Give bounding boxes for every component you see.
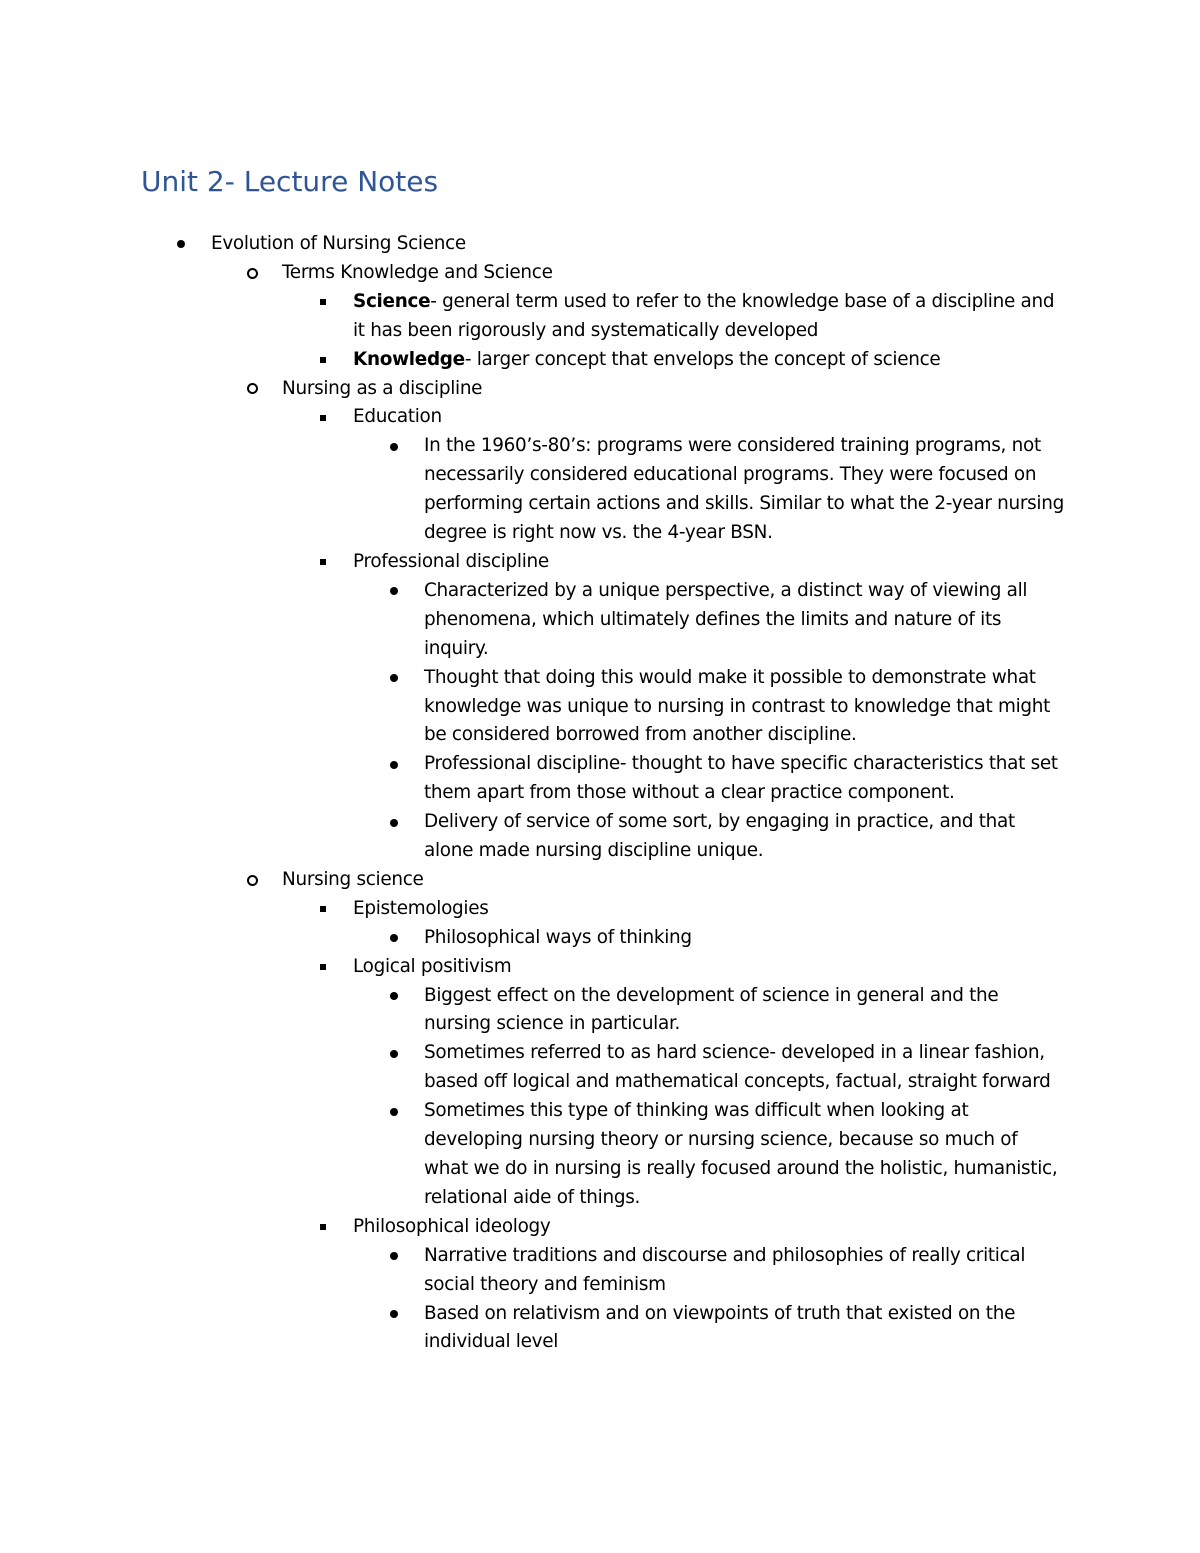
list-item-text: Characterized by a unique perspective, a distinct way of viewing all phenomena, which ultimately defines the limits and nature of its inquiry.: [424, 579, 1028, 659]
list-item-text: Nursing as a discipline: [282, 377, 483, 399]
list-item-text: Sometimes referred to as hard science- developed in a linear fashion, based off logical and mathematical concepts, factual, straight forward: [424, 1042, 1051, 1093]
list-item-level-2: [0, 375, 1060, 404]
list-item-level-3: [0, 895, 1065, 924]
bullet-square-icon: [316, 288, 330, 317]
list-item-text: Based on relativism and on viewpoints of truth that existed on the individual level: [424, 1302, 1016, 1353]
list-item-text: Professional discipline: [353, 550, 549, 572]
list-item-level-4: [0, 1300, 1065, 1358]
list-item-level-4: [0, 750, 1065, 808]
list-item-text: Delivery of service of some sort, by engaging in practice, and that alone made nursing discipline unique.: [424, 811, 1015, 862]
list-item-level-2: [0, 866, 1060, 895]
list-item-text: Evolution of Nursing Science: [211, 233, 466, 254]
bullet-square-icon: [316, 346, 330, 375]
list-item-text: Nursing science: [282, 868, 424, 890]
list-item-text: Professional discipline- thought to have specific characteristics that set them apart from those without a clear practice component.: [424, 753, 1058, 804]
list-item-text: Biggest effect on the development of science in general and the nursing science in particular.: [424, 984, 999, 1035]
list-item-level-3: [0, 403, 1065, 432]
bullet-square-icon: [316, 895, 330, 924]
bullet-ring-icon: [245, 375, 259, 404]
bullet-dot-icon: [387, 924, 401, 953]
bullet-dot-icon: [387, 1300, 401, 1329]
bullet-dot-icon: [387, 664, 401, 693]
list-item-level-4: [0, 664, 1065, 751]
list-item-level-3: [0, 1213, 1065, 1242]
list-item-text: Philosophical ideology: [353, 1215, 551, 1237]
list-item-level-3: [0, 548, 1065, 577]
list-item-level-4: [0, 1097, 1065, 1213]
bullet-dot-icon: [174, 230, 188, 259]
list-item-text: Epistemologies: [353, 897, 489, 919]
list-item-text: Education: [353, 406, 442, 428]
list-item-text: - general term used to refer to the knowledge base of a discipline and it has been rigorously and systematically developed: [353, 290, 1055, 341]
list-item-level-4: [0, 924, 1065, 953]
list-item-level-4: [0, 577, 1065, 664]
bullet-square-icon: [316, 548, 330, 577]
list-item-level-2: [0, 259, 1060, 288]
list-item-text: Terms Knowledge and Science: [282, 261, 553, 283]
list-item-level-4: [0, 1039, 1065, 1097]
bullet-ring-icon: [245, 259, 259, 288]
list-item-text: Narrative traditions and discourse and philosophies of really critical social theory and feminism: [424, 1244, 1026, 1295]
list-item-text: In the 1960’s-80’s: programs were considered training programs, not necessarily considered educational programs. They were focused on performing certain actions and skills. Similar to what the 2-year nursing degree is right now vs. the 4-year BSN.: [424, 435, 1064, 544]
defined-term: Science: [353, 290, 431, 312]
bullet-square-icon: [316, 403, 330, 432]
list-item-text: Logical positivism: [353, 955, 512, 977]
list-item-level-4: [0, 982, 1065, 1040]
list-item-level-3: [0, 953, 1065, 982]
lecture-outline: [0, 230, 1200, 1357]
list-item-level-4: [0, 1242, 1065, 1300]
list-item-text: Sometimes this type of thinking was difficult when looking at developing nursing theory or nursing science, because so much of what we do in nursing is really focused around the holistic, humanistic, relational aide of things.: [424, 1100, 1058, 1208]
bullet-dot-icon: [387, 1097, 401, 1126]
list-item-level-4: [0, 808, 1065, 866]
bullet-dot-icon: [387, 1242, 401, 1271]
list-item-text: Philosophical ways of thinking: [424, 926, 692, 948]
bullet-dot-icon: [387, 982, 401, 1011]
list-item-text: Thought that doing this would make it possible to demonstrate what knowledge was unique to nursing in contrast to knowledge that might be considered borrowed from another discipline.: [424, 666, 1051, 746]
bullet-dot-icon: [387, 750, 401, 779]
bullet-dot-icon: [387, 808, 401, 837]
bullet-square-icon: [316, 953, 330, 982]
bullet-ring-icon: [245, 866, 259, 895]
list-item-text: - larger concept that envelops the concept of science: [464, 348, 941, 370]
page-title: Unit 2- Lecture Notes: [141, 165, 439, 198]
list-item-level-3: [0, 346, 1065, 375]
bullet-dot-icon: [387, 1039, 401, 1068]
list-item-level-1: [0, 230, 1060, 259]
bullet-dot-icon: [387, 577, 401, 606]
list-item-level-3: [0, 288, 1065, 346]
bullet-square-icon: [316, 1213, 330, 1242]
defined-term: Knowledge: [353, 348, 465, 370]
list-item-level-4: [0, 432, 1065, 548]
bullet-dot-icon: [387, 432, 401, 461]
